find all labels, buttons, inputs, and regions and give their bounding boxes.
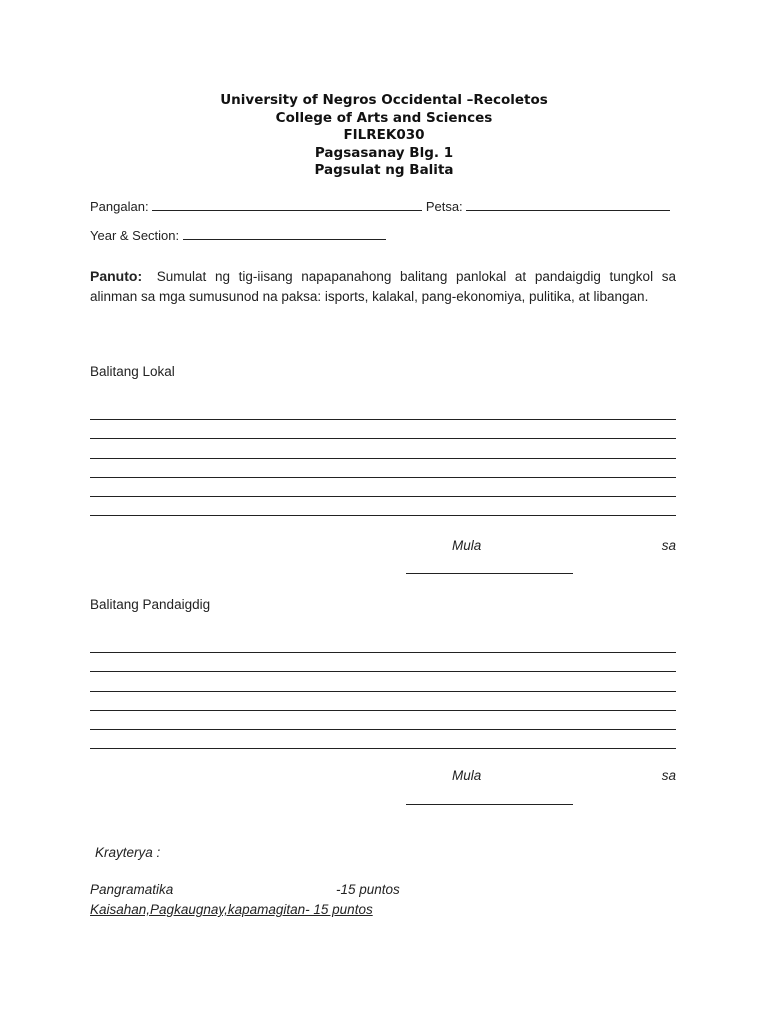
world-news-source-field[interactable]	[406, 803, 573, 805]
criteria-item	[90, 902, 373, 917]
name-row	[90, 198, 670, 214]
source-sa-label: sa	[661, 768, 676, 783]
source-from-label: Mula	[452, 538, 482, 553]
name-field[interactable]	[152, 198, 422, 211]
writing-line[interactable]	[90, 711, 676, 730]
world-news-source-row	[452, 768, 676, 783]
local-news-source-row	[452, 538, 676, 553]
criteria-label: Pangramatika	[90, 882, 174, 897]
date-field[interactable]	[466, 198, 670, 211]
writing-line[interactable]	[90, 653, 676, 672]
section-field[interactable]	[183, 227, 386, 240]
criteria-points: -15 puntos	[336, 882, 400, 897]
exercise-number: Pagsasanay Blg. 1	[314, 144, 454, 161]
source-sa-label: sa	[661, 538, 676, 553]
local-news-answer-area[interactable]	[90, 401, 676, 516]
world-news-answer-area[interactable]	[90, 634, 676, 749]
college-name: College of Arts and Sciences	[275, 109, 493, 126]
source-from-label: Mula	[452, 768, 482, 783]
university-name: University of Negros Occidental –Recoletos	[220, 92, 548, 108]
criteria-item	[90, 882, 400, 897]
writing-line[interactable]	[90, 459, 676, 478]
world-news-title: Balitang Pandaigdig	[90, 597, 211, 612]
writing-line[interactable]	[90, 497, 676, 516]
writing-line[interactable]	[90, 634, 676, 653]
criteria-label: Kaisahan,Pagkaugnay,kapamagitan- 15 puntos	[90, 902, 373, 917]
local-news-title: Balitang Lokal	[90, 364, 175, 379]
writing-line[interactable]	[90, 439, 676, 458]
instructions-paragraph	[90, 266, 676, 307]
local-news-source-field[interactable]	[406, 572, 573, 574]
course-code: FILREK030	[343, 127, 425, 143]
writing-line[interactable]	[90, 730, 676, 749]
instructions-lead: Panuto:	[90, 268, 143, 284]
section-label: Year & Section:	[90, 228, 180, 243]
writing-line[interactable]	[90, 692, 676, 711]
document-header	[0, 92, 768, 180]
section-row	[90, 227, 386, 243]
writing-line[interactable]	[90, 672, 676, 691]
name-label: Pangalan:	[90, 199, 149, 214]
instructions-text: Sumulat ng tig-iisang napapanahong balitang panlokal at pandaigdig tungkol sa alinman sa mga sumusunod na paksa: isports, kalakal, pang-ekonomiya, pulitika, at libangan.	[90, 269, 676, 304]
date-label: Petsa:	[425, 199, 463, 214]
writing-line[interactable]	[90, 478, 676, 497]
writing-line[interactable]	[90, 401, 676, 420]
exercise-topic: Pagsulat ng Balita	[314, 162, 454, 178]
criteria-title: Krayterya :	[95, 845, 161, 860]
writing-line[interactable]	[90, 420, 676, 439]
